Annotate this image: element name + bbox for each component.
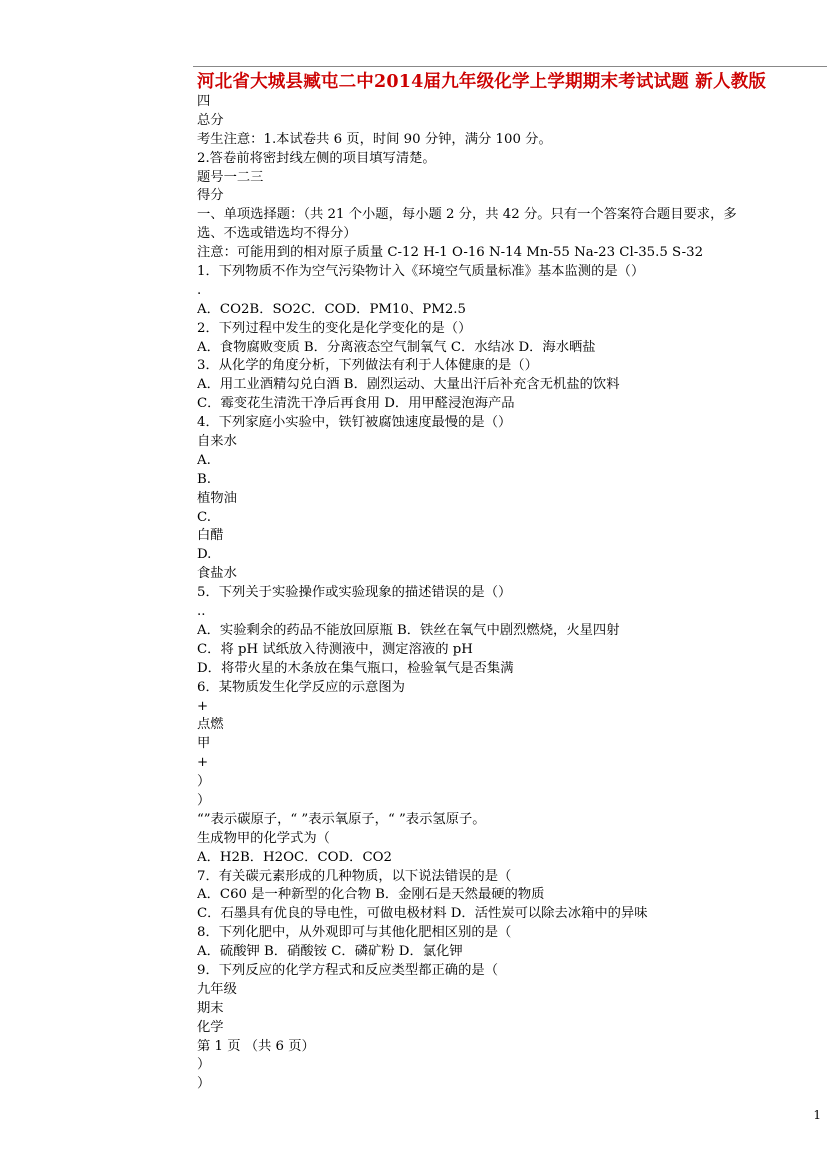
text-line: 总分 [197, 112, 224, 128]
text-line: 四 [197, 94, 211, 109]
text-line: ） [197, 774, 211, 790]
text-line: 甲 [197, 736, 211, 752]
text-line: 生成物甲的化学式为（ [197, 830, 330, 846]
text-line: .. [197, 604, 206, 620]
text-line: A．C60 是一种新型的化合物 B．金刚石是天然最硬的物质 [197, 887, 545, 903]
document-title: 河北省大城县臧屯二中2014届九年级化学上学期期末考试试题 新人教版 [197, 72, 767, 92]
text-line: A. [197, 452, 211, 468]
text-line: 自来水 [197, 434, 237, 450]
text-line: ） [197, 1076, 211, 1092]
text-line: 2.答卷前将密封线左侧的项目填写清楚。 [197, 150, 436, 166]
text-line: A．食物腐败变质 B．分离液态空气制氧气 C．水结冰 D．海水晒盐 [197, 339, 596, 355]
text-line: 点燃 [197, 717, 224, 733]
text-line: 注意：可能用到的相对原子质量 C-12 H-1 O-16 N-14 Mn-55 Na-23 Cl-35.5 S-32 [197, 245, 704, 261]
text-line: 植物油 [197, 490, 237, 506]
text-line: A．实验剩余的药品不能放回原瓶 B．铁丝在氧气中剧烈燃烧，火星四射 [197, 622, 620, 638]
text-line: ） [197, 792, 211, 808]
text-line: 选、不选或错选均不得分） [197, 226, 357, 242]
text-line: C．将 pH 试纸放入待测液中，测定溶液的 pH [197, 641, 473, 657]
text-line: 6．某物质发生化学反应的示意图为 [197, 679, 405, 695]
text-line: 4．下列家庭小实验中，铁钉被腐蚀速度最慢的是（） [197, 415, 512, 431]
text-line: + [197, 755, 209, 771]
text-line: 3．从化学的角度分析，下列做法有利于人体健康的是（） [197, 358, 538, 374]
text-line: + [197, 698, 209, 714]
text-line: 7．有关碳元素形成的几种物质，以下说法错误的是（ [197, 868, 512, 884]
text-line: 8．下列化肥中，从外观即可与其他化肥相区别的是（ [197, 925, 512, 941]
text-line: C．霉变花生清洗干净后再食用 D．用甲醛浸泡海产品 [197, 396, 515, 412]
document-body [197, 93, 822, 1094]
text-line: B. [197, 471, 211, 487]
text-line: 题号一二三 [197, 169, 264, 185]
text-line: 5．下列关于实验操作或实验现象的描述错误的是（） [197, 585, 512, 601]
text-line: 九年级 [197, 981, 237, 997]
text-line: 食盐水 [197, 566, 237, 582]
page-number: 1 [813, 1108, 821, 1122]
text-line: 化学 [197, 1019, 224, 1035]
text-line: 考生注意：1.本试卷共 6 页，时间 90 分钟，满分 100 分。 [197, 131, 552, 147]
text-line: A．硫酸钾 B．硝酸铵 C．磷矿粉 D．氯化钾 [197, 944, 463, 960]
text-line: . [197, 282, 202, 298]
text-line: 2．下列过程中发生的变化是化学变化的是（） [197, 320, 472, 336]
text-line: A．H2B．H2OC．COD．CO2 [197, 849, 393, 865]
text-line: 一、单项选择题：（共 21 个小题，每小题 2 分，共 42 分。只有一个答案符合题目要求，多 [197, 207, 737, 223]
text-line: ） [197, 1057, 211, 1073]
text-line: “”表示碳原子，“ ”表示氧原子，“ ”表示氢原子。 [197, 811, 486, 827]
text-line: C. [197, 509, 211, 525]
text-line: 9．下列反应的化学方程式和反应类型都正确的是（ [197, 962, 498, 978]
text-line: 期末 [197, 1000, 224, 1016]
header-rule [193, 66, 827, 67]
text-line: 第 1 页 （共 6 页） [197, 1038, 315, 1054]
text-line: A．用工业酒精勾兑白酒 B．剧烈运动、大量出汗后补充含无机盐的饮料 [197, 377, 620, 393]
text-line: C．石墨具有优良的导电性，可做电极材料 D．活性炭可以除去冰箱中的异味 [197, 906, 648, 922]
text-line: 得分 [197, 188, 224, 204]
text-line: A．CO2B．SO2C．COD．PM10、PM2.5 [197, 301, 466, 317]
text-line: D. [197, 547, 212, 563]
text-line: 白醋 [197, 528, 224, 544]
text-line: 1．下列物质不作为空气污染物计入《环境空气质量标准》基本监测的是（） [197, 264, 645, 280]
text-line: D．将带火星的木条放在集气瓶口，检验氧气是否集满 [197, 660, 514, 676]
